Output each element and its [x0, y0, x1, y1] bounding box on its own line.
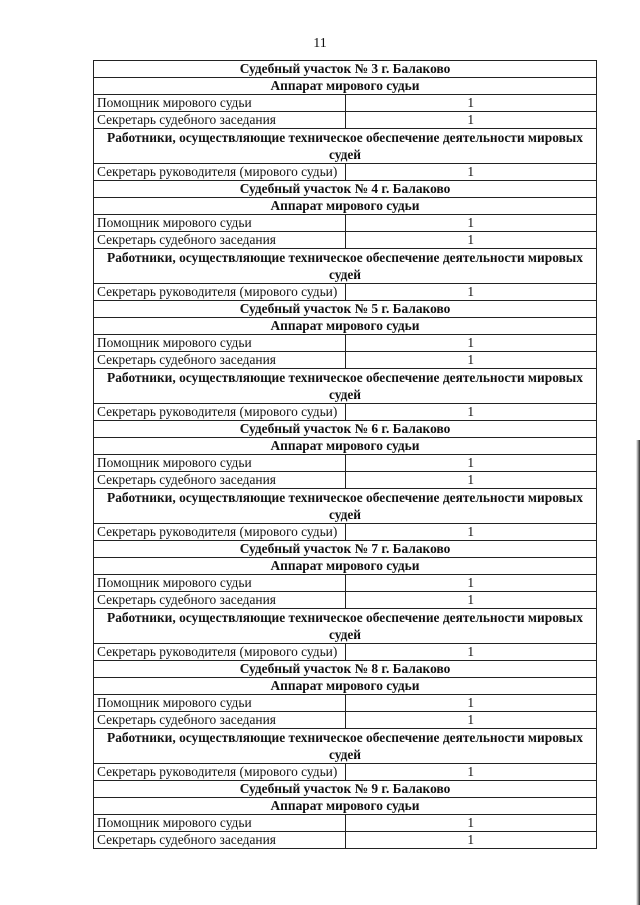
position-count: 1: [345, 592, 597, 609]
position-row: [94, 472, 597, 489]
tech-support-header: Работники, осуществляющие техническое обеспечение деятельности мировых судей: [94, 129, 597, 164]
position-count: 1: [345, 284, 597, 301]
position-name: Секретарь руководителя (мирового судьи): [94, 284, 346, 301]
apparatus-header-row: [94, 438, 597, 455]
position-row: [94, 95, 597, 112]
position-row: [94, 712, 597, 729]
position-row: [94, 164, 597, 181]
position-name: Секретарь судебного заседания: [94, 352, 346, 369]
position-row: [94, 575, 597, 592]
position-row: [94, 832, 597, 849]
tech-support-header-row: [94, 729, 597, 764]
position-row: [94, 815, 597, 832]
section-title: Судебный участок № 9 г. Балаково: [94, 781, 597, 798]
position-name: Помощник мирового судьи: [94, 335, 346, 352]
position-row: [94, 112, 597, 129]
scan-edge-shadow: [636, 440, 640, 905]
position-name: Секретарь судебного заседания: [94, 832, 346, 849]
section-title: Судебный участок № 3 г. Балаково: [94, 61, 597, 78]
apparatus-header-row: [94, 318, 597, 335]
position-name: Помощник мирового судьи: [94, 455, 346, 472]
apparatus-header: Аппарат мирового судьи: [94, 798, 597, 815]
position-name: Секретарь руководителя (мирового судьи): [94, 164, 346, 181]
position-name: Секретарь руководителя (мирового судьи): [94, 524, 346, 541]
section-title-row: [94, 181, 597, 198]
staffing-table-body: [94, 61, 597, 849]
apparatus-header: Аппарат мирового судьи: [94, 78, 597, 95]
position-row: [94, 695, 597, 712]
position-name: Секретарь судебного заседания: [94, 112, 346, 129]
section-title-row: [94, 541, 597, 558]
apparatus-header: Аппарат мирового судьи: [94, 678, 597, 695]
position-count: 1: [345, 352, 597, 369]
section-title: Судебный участок № 7 г. Балаково: [94, 541, 597, 558]
staffing-table: [93, 60, 597, 849]
position-name: Секретарь судебного заседания: [94, 472, 346, 489]
position-count: 1: [345, 472, 597, 489]
position-count: 1: [345, 455, 597, 472]
position-row: [94, 284, 597, 301]
position-row: [94, 404, 597, 421]
position-name: Помощник мирового судьи: [94, 695, 346, 712]
section-title: Судебный участок № 6 г. Балаково: [94, 421, 597, 438]
tech-support-header: Работники, осуществляющие техническое обеспечение деятельности мировых судей: [94, 729, 597, 764]
apparatus-header: Аппарат мирового судьи: [94, 198, 597, 215]
tech-support-header: Работники, осуществляющие техническое обеспечение деятельности мировых судей: [94, 249, 597, 284]
position-row: [94, 455, 597, 472]
tech-support-header-row: [94, 249, 597, 284]
position-count: 1: [345, 112, 597, 129]
apparatus-header: Аппарат мирового судьи: [94, 318, 597, 335]
position-count: 1: [345, 815, 597, 832]
position-count: 1: [345, 232, 597, 249]
section-title-row: [94, 61, 597, 78]
position-row: [94, 592, 597, 609]
apparatus-header-row: [94, 558, 597, 575]
tech-support-header-row: [94, 369, 597, 404]
section-title: Судебный участок № 8 г. Балаково: [94, 661, 597, 678]
position-row: [94, 335, 597, 352]
position-count: 1: [345, 215, 597, 232]
section-title: Судебный участок № 5 г. Балаково: [94, 301, 597, 318]
position-name: Секретарь судебного заседания: [94, 712, 346, 729]
apparatus-header: Аппарат мирового судьи: [94, 438, 597, 455]
position-count: 1: [345, 404, 597, 421]
position-count: 1: [345, 95, 597, 112]
position-name: Помощник мирового судьи: [94, 215, 346, 232]
position-row: [94, 764, 597, 781]
position-name: Помощник мирового судьи: [94, 575, 346, 592]
position-name: Помощник мирового судьи: [94, 95, 346, 112]
position-count: 1: [345, 335, 597, 352]
section-title-row: [94, 421, 597, 438]
position-count: 1: [345, 164, 597, 181]
position-row: [94, 232, 597, 249]
section-title-row: [94, 781, 597, 798]
page-number: 11: [313, 36, 327, 51]
tech-support-header-row: [94, 609, 597, 644]
section-title-row: [94, 661, 597, 678]
apparatus-header-row: [94, 798, 597, 815]
section-title: Судебный участок № 4 г. Балаково: [94, 181, 597, 198]
position-row: [94, 215, 597, 232]
section-title-row: [94, 301, 597, 318]
position-row: [94, 644, 597, 661]
position-count: 1: [345, 524, 597, 541]
tech-support-header-row: [94, 129, 597, 164]
position-count: 1: [345, 712, 597, 729]
position-name: Секретарь судебного заседания: [94, 592, 346, 609]
position-name: Секретарь судебного заседания: [94, 232, 346, 249]
position-row: [94, 352, 597, 369]
tech-support-header: Работники, осуществляющие техническое обеспечение деятельности мировых судей: [94, 609, 597, 644]
apparatus-header-row: [94, 198, 597, 215]
position-count: 1: [345, 832, 597, 849]
apparatus-header-row: [94, 678, 597, 695]
apparatus-header: Аппарат мирового судьи: [94, 558, 597, 575]
tech-support-header: Работники, осуществляющие техническое обеспечение деятельности мировых судей: [94, 489, 597, 524]
tech-support-header-row: [94, 489, 597, 524]
apparatus-header-row: [94, 78, 597, 95]
tech-support-header: Работники, осуществляющие техническое обеспечение деятельности мировых судей: [94, 369, 597, 404]
position-row: [94, 524, 597, 541]
position-count: 1: [345, 644, 597, 661]
position-count: 1: [345, 695, 597, 712]
position-count: 1: [345, 575, 597, 592]
position-count: 1: [345, 764, 597, 781]
position-name: Помощник мирового судьи: [94, 815, 346, 832]
position-name: Секретарь руководителя (мирового судьи): [94, 764, 346, 781]
position-name: Секретарь руководителя (мирового судьи): [94, 644, 346, 661]
position-name: Секретарь руководителя (мирового судьи): [94, 404, 346, 421]
